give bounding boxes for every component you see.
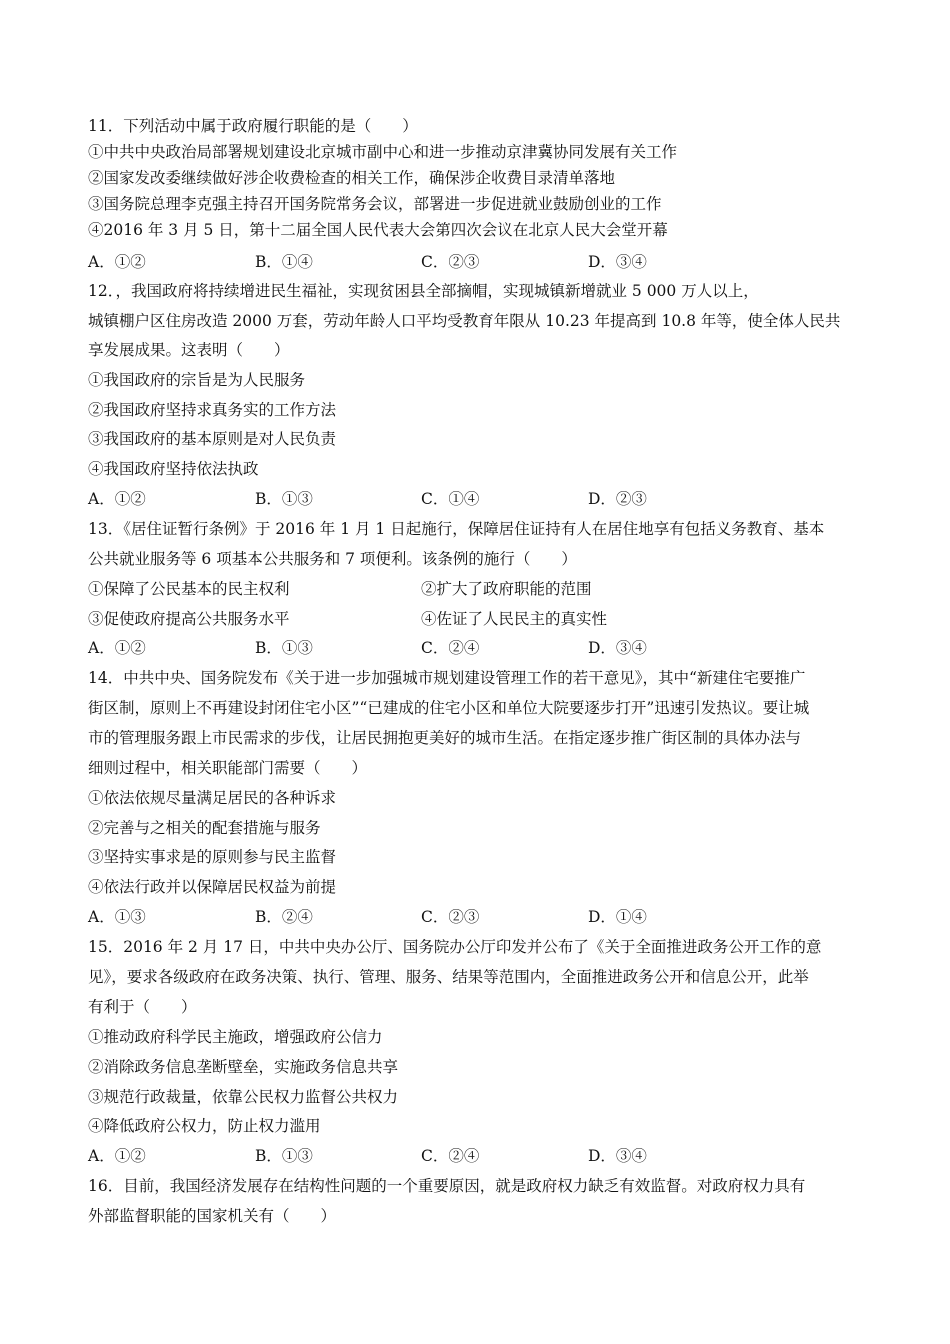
statement-item: ①保障了公民基本的民主权利 — [88, 580, 290, 598]
statement-item: ③规范行政裁量，依靠公民权力监督公共权力 — [88, 1088, 399, 1106]
choice-b[interactable]: B．②④ — [255, 908, 313, 926]
choice-b[interactable]: B．①③ — [255, 490, 313, 508]
question-stem: 街区制，原则上不再建设封闭住宅小区”“已建成的住宅小区和单位大院要逐步打开”迅速引发热议。要让城 — [88, 699, 810, 717]
question-stem: 公共就业服务等 6 项基本公共服务和 7 项便利。该条例的施行（ ） — [88, 550, 577, 568]
question-stem: 13．《居住证暂行条例》于 2016 年 1 月 1 日起施行，保障居住证持有人在居住地享有包括义务教育、基本 — [88, 520, 825, 538]
question-stem: 16．目前，我国经济发展存在结构性问题的一个重要原因，就是政府权力缺乏有效监督。对政府权力具有 — [88, 1177, 806, 1195]
statement-item: ③促使政府提高公共服务水平 — [88, 610, 290, 628]
statement-item: ①依法依规尽量满足居民的各种诉求 — [88, 789, 337, 807]
statement-item: ④降低政府公权力，防止权力滥用 — [88, 1117, 321, 1135]
question-stem: 细则过程中，相关职能部门需要（ ） — [88, 759, 368, 777]
question-stem: 城镇棚户区住房改造 2000 万套，劳动年龄人口平均受教育年限从 10.23 年提高到 10.8 年等，使全体人民共 — [88, 312, 841, 330]
question-stem: 有利于（ ） — [88, 998, 197, 1016]
question-stem: 14．中共中央、国务院发布《关于进一步加强城市规划建设管理工作的若干意见》，其中“新建住宅要推广 — [88, 669, 806, 687]
statement-item: ②完善与之相关的配套措施与服务 — [88, 819, 321, 837]
choice-d[interactable]: D．③④ — [588, 1147, 647, 1165]
statement-item: ①推动政府科学民主施政，增强政府公信力 — [88, 1028, 383, 1046]
statement-item: ④2016 年 3 月 5 日，第十二届全国人民代表大会第四次会议在北京人民大会堂开幕 — [88, 221, 668, 239]
statement-item: ③我国政府的基本原则是对人民负责 — [88, 430, 337, 448]
question-stem: 12．，我国政府将持续增进民生福祉，实现贫困县全部摘帽，实现城镇新增就业 5 000 万人以上， — [88, 282, 759, 300]
choice-a[interactable]: A．①③ — [88, 908, 146, 926]
question-stem: 享发展成果。这表明（ ） — [88, 341, 290, 359]
choice-c[interactable]: C．②③ — [421, 253, 480, 271]
choice-d[interactable]: D．①④ — [588, 908, 647, 926]
question-stem: 外部监督职能的国家机关有（ ） — [88, 1207, 337, 1225]
choice-a[interactable]: A．①② — [88, 253, 146, 271]
statement-item: ④佐证了人民民主的真实性 — [421, 610, 608, 628]
choice-c[interactable]: C．②④ — [421, 639, 480, 657]
question-stem: 见》，要求各级政府在政务决策、执行、管理、服务、结果等范围内，全面推进政务公开和信息公开，此举 — [88, 968, 809, 986]
statement-item: ②我国政府坚持求真务实的工作方法 — [88, 401, 337, 419]
choice-a[interactable]: A．①② — [88, 490, 146, 508]
statement-item: ②国家发改委继续做好涉企收费检查的相关工作，确保涉企收费目录清单落地 — [88, 169, 616, 187]
choice-b[interactable]: B．①③ — [255, 1147, 313, 1165]
question-stem: 15．2016 年 2 月 17 日，中共中央办公厅、国务院办公厅印发并公布了《关于全面推进政务公开工作的意 — [88, 938, 822, 956]
choice-c[interactable]: C．②④ — [421, 1147, 480, 1165]
question-stem: 市的管理服务跟上市民需求的步伐，让居民拥抱更美好的城市生活。在指定逐步推广街区制的具体办法与 — [88, 729, 802, 747]
choice-d[interactable]: D．③④ — [588, 253, 647, 271]
question-stem: 11．下列活动中属于政府履行职能的是（ ） — [88, 117, 418, 135]
statement-item: ④依法行政并以保障居民权益为前提 — [88, 878, 337, 896]
choice-c[interactable]: C．②③ — [421, 908, 480, 926]
statement-item: ①中共中央政治局部署规划建设北京城市副中心和进一步推动京津冀协同发展有关工作 — [88, 143, 678, 161]
choice-d[interactable]: D．②③ — [588, 490, 647, 508]
choice-d[interactable]: D．③④ — [588, 639, 647, 657]
choice-c[interactable]: C．①④ — [421, 490, 480, 508]
choice-a[interactable]: A．①② — [88, 1147, 146, 1165]
choice-b[interactable]: B．①④ — [255, 253, 313, 271]
statement-item: ②消除政务信息垄断壁垒，实施政务信息共享 — [88, 1058, 399, 1076]
statement-item: ④我国政府坚持依法执政 — [88, 460, 259, 478]
statement-item: ③国务院总理李克强主持召开国务院常务会议，部署进一步促进就业鼓励创业的工作 — [88, 195, 662, 213]
choice-b[interactable]: B．①③ — [255, 639, 313, 657]
statement-item: ②扩大了政府职能的范围 — [421, 580, 592, 598]
choice-a[interactable]: A．①② — [88, 639, 146, 657]
statement-item: ①我国政府的宗旨是为人民服务 — [88, 371, 306, 389]
statement-item: ③坚持实事求是的原则参与民主监督 — [88, 848, 337, 866]
